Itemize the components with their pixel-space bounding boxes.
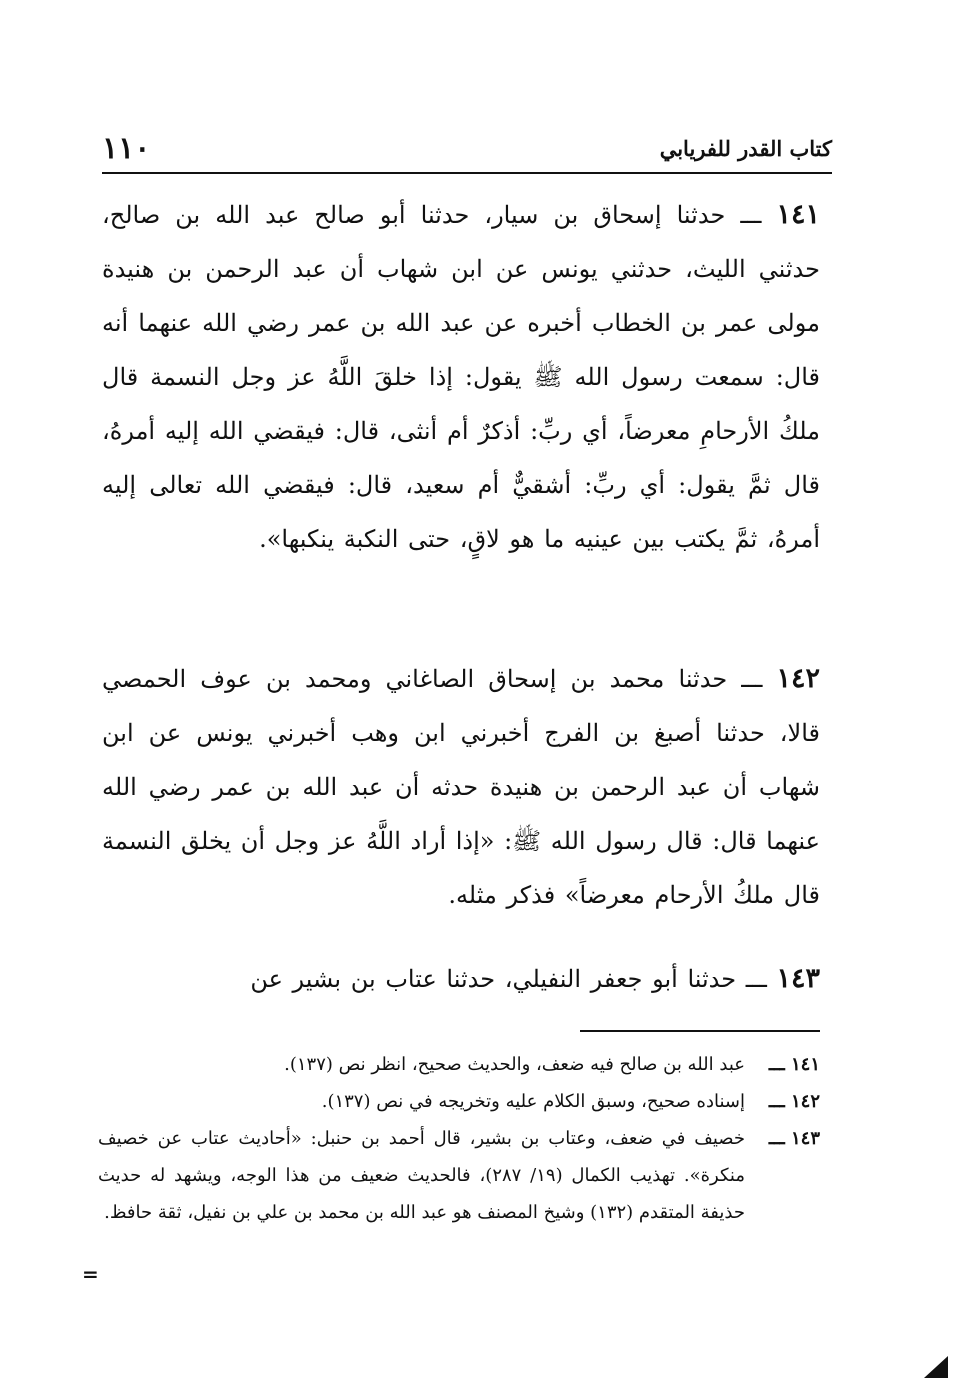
footnote-item — [98, 1046, 820, 1083]
footnote-number: ١٤١ ـــ — [768, 1054, 820, 1075]
hadith-paragraph — [102, 952, 820, 1006]
hadith-dash: ـــ — [741, 665, 763, 693]
hadith-number: ١٤١ — [776, 199, 820, 230]
hadith-paragraph — [102, 652, 820, 922]
header-rule — [102, 172, 832, 174]
hadith-dash: ـــ — [740, 201, 762, 229]
hadith-141 — [102, 188, 820, 566]
hadith-text: حدثنا أبو جعفر النفيلي، حدثنا عتاب بن بشير عن — [250, 965, 737, 993]
hadith-143 — [102, 952, 820, 1006]
hadith-dash: ـــ — [745, 965, 767, 993]
footnote-text: خصيف في ضعف، وعتاب بن بشير، قال أحمد بن حنبل: «أحاديث عتاب عن خصيف منكرة». تهذيب الكمال (١٩/ ٢٨٧)، فالحديث ضعيف من هذا الوجه، ويشهد له حديث حذيفة المتقدم (١٣٢) وشيخ المصنف هو عبد الله بن محمد بن علي بن نفيل، ثقة حافظ. — [98, 1128, 745, 1223]
footnote-number: ١٤٢ ـــ — [768, 1091, 820, 1112]
footnote-item — [98, 1083, 820, 1120]
hadith-text: حدثنا محمد بن إسحاق الصاغاني ومحمد بن عوف الحمصي قالا، حدثنا أصبغ بن الفرج أخبرني ابن وهب أخبرني يونس عن ابن شهاب أن عبد الرحمن بن هنيدة حدثه أن عبد الله بن عمر رضي الله عنهما قال: قال رسول الله ﷺ: «إذا أراد اللَّهُ عز وجل أن يخلق النسمة قال ملكُ الأرحام معرضاً» فذكر مثله. — [101, 665, 820, 909]
footnotes — [98, 1046, 820, 1231]
hadith-number: ١٤٢ — [776, 663, 820, 694]
hadith-paragraph — [102, 188, 820, 566]
footnote-separator — [580, 1030, 820, 1032]
hadith-text: حدثنا إسحاق بن سيار، حدثنا أبو صالح عبد الله بن صالح، حدثني الليث، حدثني يونس عن ابن شهاب أن عبد الرحمن بن هنيدة مولى عمر بن الخطاب أخبره عن عبد الله بن عمر رضي الله عنهما أنه قال: سمعت رسول الله ﷺ يقول: إذا خلقَ اللَّهُ عز وجل النسمة قال ملكُ الأرحامِ معرضاً، أي ربِّ: أذكرٌ أم أنثى، قال: فيقضي الله إليه أمرهُ، قال ثمَّ يقول: أي ربِّ: أشقيٌّ أم سعيد، قال: فيقضي الله تعالى إليه أمرهُ، ثمَّ يكتب بين عينيه ما هو لاقٍ، حتى النكبة ينكبها». — [102, 201, 820, 553]
page-number: ١١٠ — [102, 131, 151, 166]
footnote-item — [98, 1120, 820, 1231]
page-corner-mark — [924, 1356, 948, 1378]
footnote-number: ١٤٣ ـــ — [768, 1128, 820, 1149]
footnote-text: عبد الله بن صالح فيه ضعف، والحديث صحيح، انظر نص (١٣٧). — [284, 1054, 745, 1075]
hadith-142 — [102, 652, 820, 922]
page-header — [102, 132, 832, 166]
book-title: كتاب القدر للفريابي — [659, 136, 832, 161]
footnote-text: إسناده صحيح، وسبق الكلام عليه وتخريجه في نص (١٣٧). — [321, 1091, 745, 1112]
continuation-mark: = — [82, 1262, 99, 1286]
hadith-number: ١٤٣ — [776, 963, 820, 994]
